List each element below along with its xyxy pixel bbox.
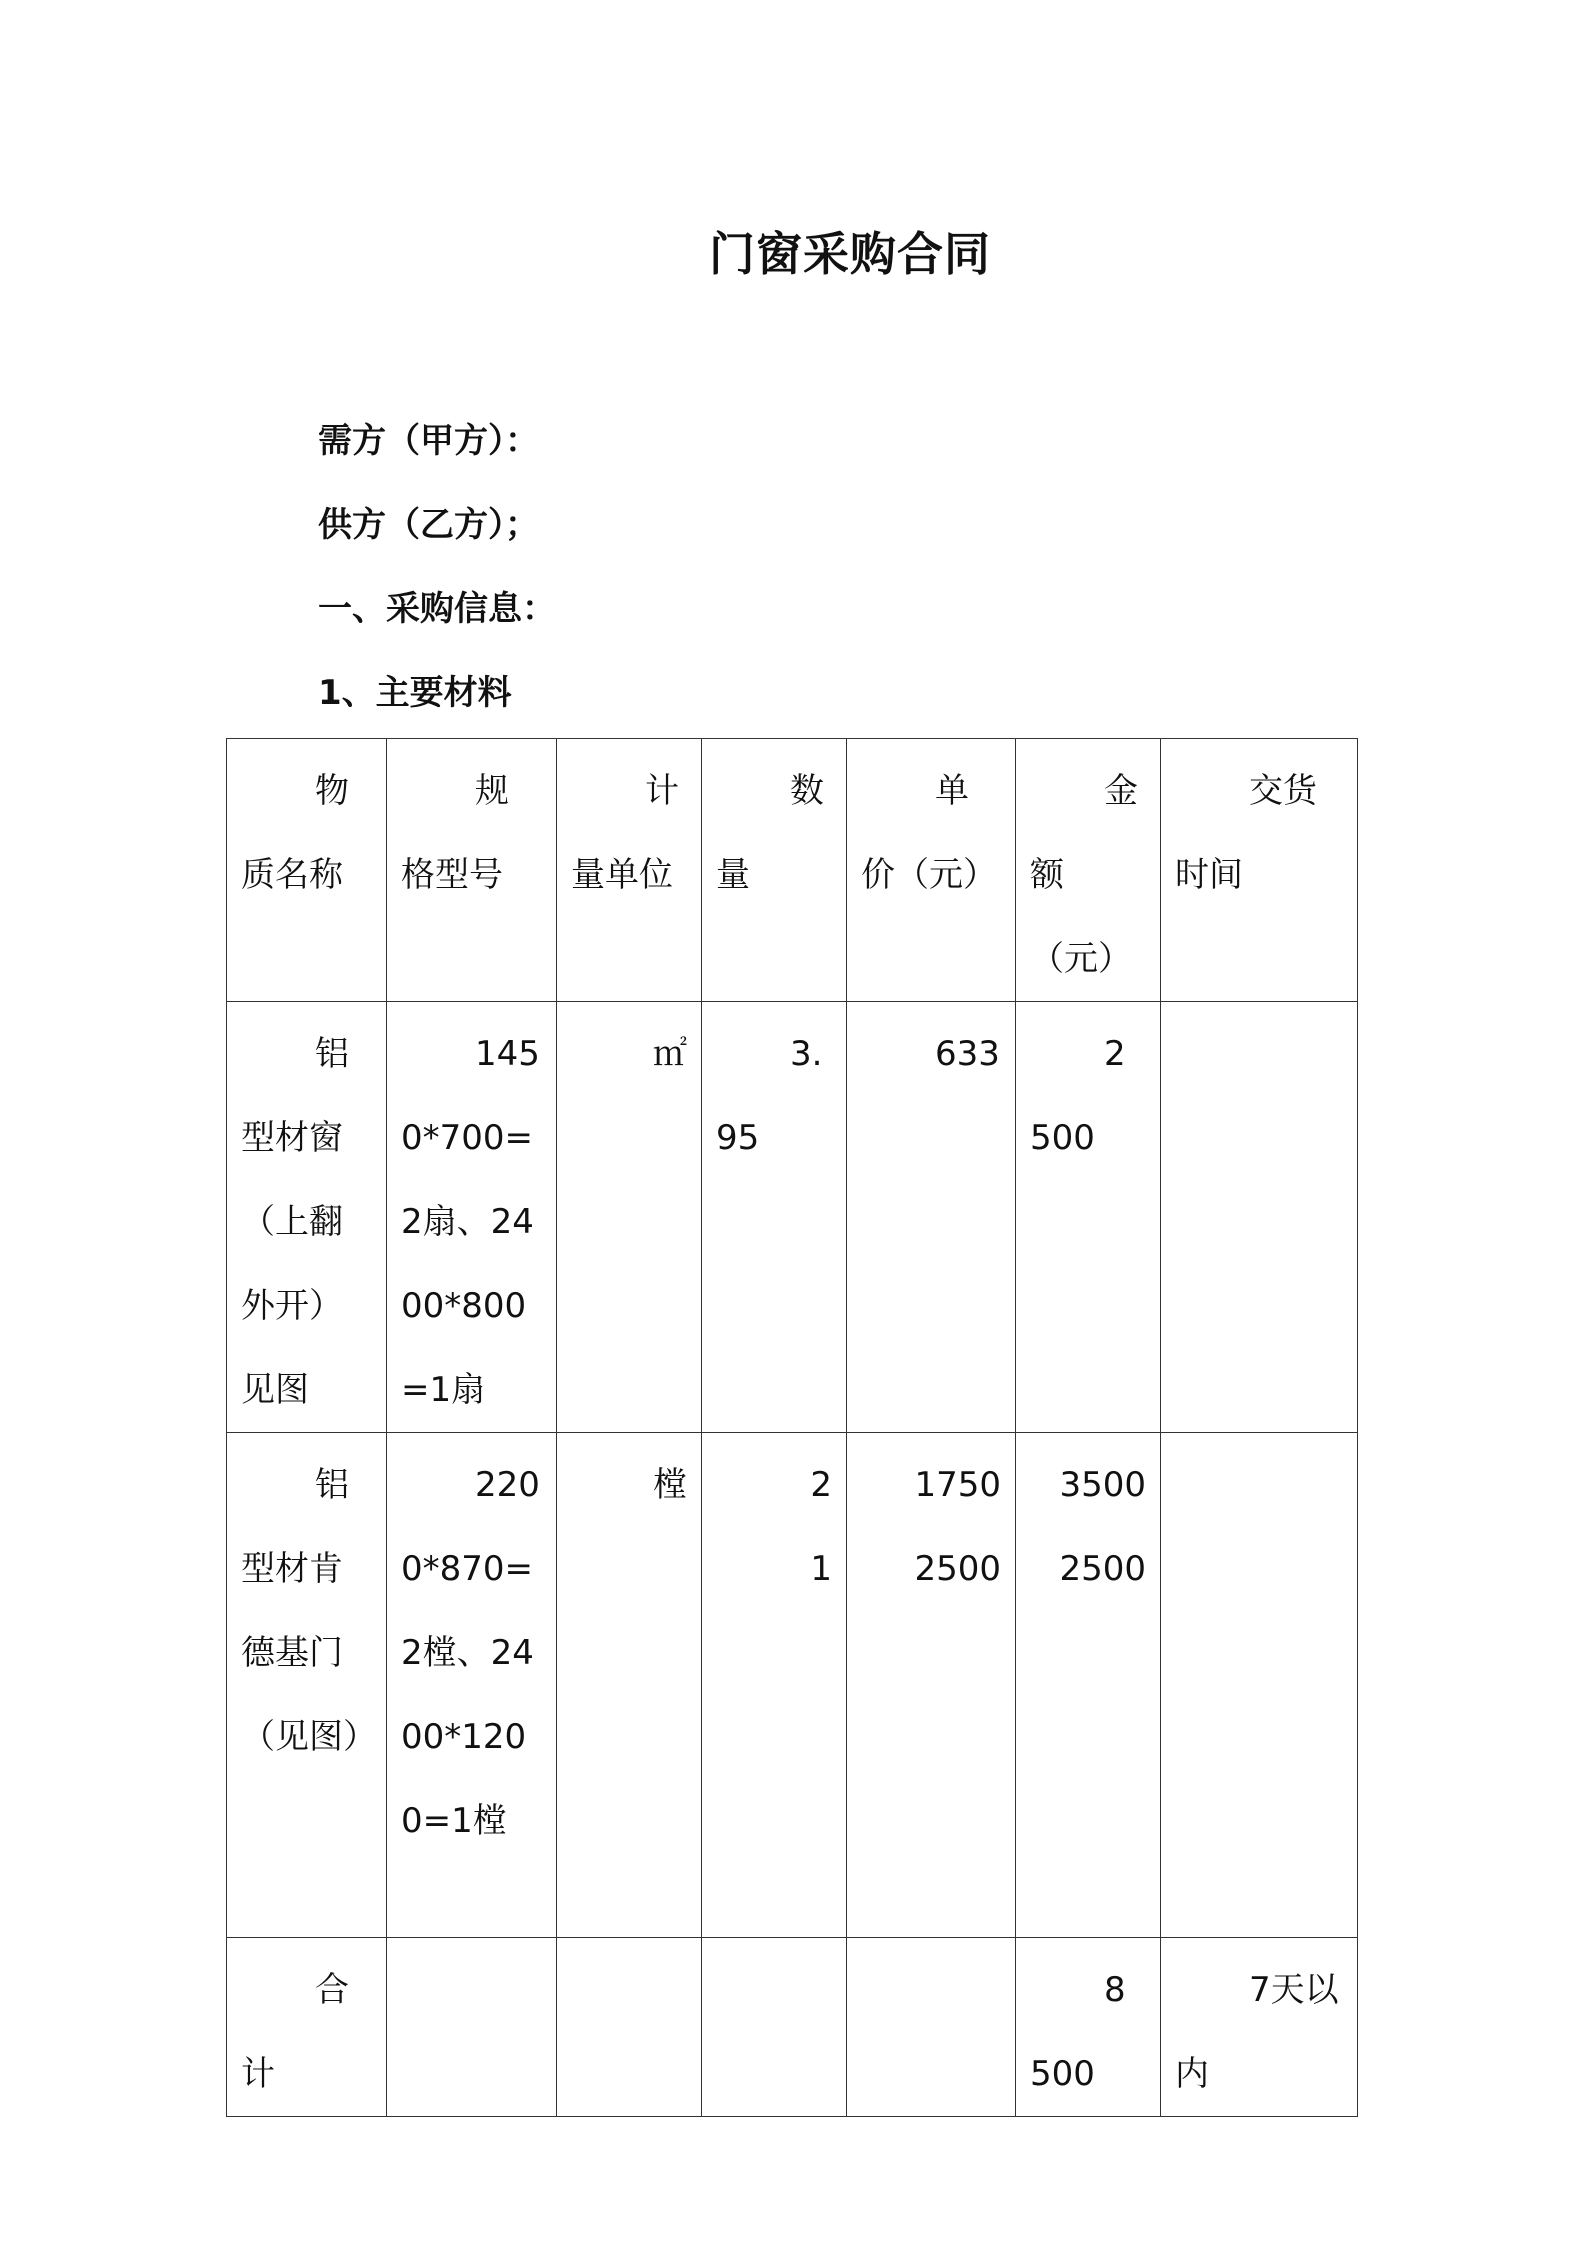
item-name-cell: 铝型材窗（上翻外开）见图 <box>227 1002 387 1433</box>
supplier-line: 供方（乙方）； <box>318 505 539 545</box>
header-cell: 计量单位 <box>557 739 702 1002</box>
delivery-cell <box>1161 1433 1358 1938</box>
table-total-row <box>227 1938 1358 2117</box>
subsection-heading: 1、主要材料 <box>318 673 512 713</box>
document-title: 门窗采购合同 <box>709 227 991 281</box>
total-delivery-cell: 7天以内 <box>1161 1938 1358 2117</box>
empty-cell <box>387 1938 557 2117</box>
spec-cell: 1450*700=2扇、2400*800=1扇 <box>387 1002 557 1433</box>
item-name-cell: 铝型材肯德基门（见图） <box>227 1433 387 1938</box>
empty-cell <box>557 1938 702 2117</box>
delivery-cell <box>1161 1002 1358 1433</box>
amount-cell: 2500 <box>1016 1002 1161 1433</box>
section-heading: 一、采购信息： <box>318 589 556 629</box>
table-row <box>227 1002 1358 1433</box>
header-cell: 金额（元） <box>1016 739 1161 1002</box>
amount-cell: 3500 2500 <box>1016 1433 1161 1938</box>
total-label-cell: 合计 <box>227 1938 387 2117</box>
total-amount-cell: 8500 <box>1016 1938 1161 2117</box>
materials-table <box>226 738 1358 2117</box>
unit-cell: ㎡ <box>557 1002 702 1433</box>
unit-price-cell: 1750 2500 <box>847 1433 1016 1938</box>
unit-price-cell: 633 <box>847 1002 1016 1433</box>
unit-cell: 樘 <box>557 1433 702 1938</box>
empty-cell <box>847 1938 1016 2117</box>
spec-cell: 2200*870=2樘、2400*1200=1樘 <box>387 1433 557 1938</box>
empty-cell <box>702 1938 847 2117</box>
header-cell: 数量 <box>702 739 847 1002</box>
buyer-line: 需方（甲方）： <box>318 421 539 461</box>
table-row <box>227 1433 1358 1938</box>
header-cell: 规格型号 <box>387 739 557 1002</box>
header-cell: 交货时间 <box>1161 739 1358 1002</box>
quantity-cell: 3.95 <box>702 1002 847 1433</box>
table-header-row <box>227 739 1358 1002</box>
header-cell: 物质名称 <box>227 739 387 1002</box>
header-cell: 单价（元） <box>847 739 1016 1002</box>
quantity-cell: 2 1 <box>702 1433 847 1938</box>
